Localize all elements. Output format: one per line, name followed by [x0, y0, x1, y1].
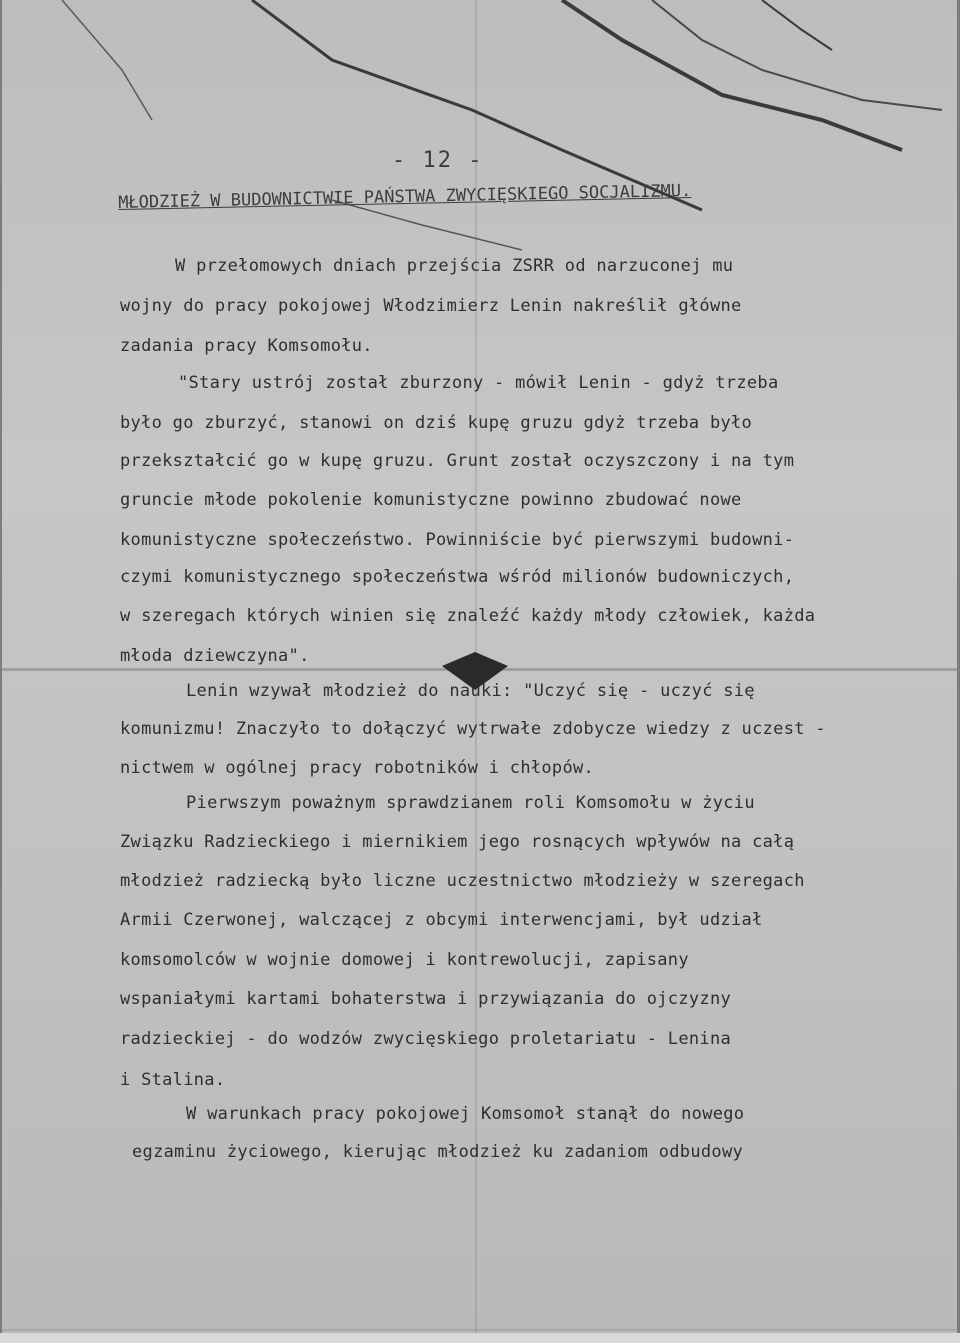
text-line: czymi komunistycznego społeczeństwa wśród milionów budowniczych, [120, 567, 795, 587]
text-line: "Stary ustrój został zburzony - mówił Lenin - gdyż trzeba [178, 373, 779, 393]
text-line: młodzież radziecką było liczne uczestnictwo młodzieży w szeregach [120, 871, 805, 891]
text-line: zadania pracy Komsomołu. [120, 336, 373, 356]
text-line: Lenin wzywał młodzież do nauki: "Uczyć się - uczyć się [186, 681, 755, 701]
text-line: i Stalina. [120, 1070, 226, 1090]
text-line: wojny do pracy pokojowej Włodzimierz Lenin nakreślił główne [120, 296, 742, 316]
text-line: przekształcić go w kupę gruzu. Grunt został oczyszczony i na tym [120, 451, 795, 471]
text-line: komunistyczne społeczeństwo. Powinniście być pierwszymi budowni- [120, 530, 795, 550]
text-line: komunizmu! Znaczyło to dołączyć wytrwałe zdobycze wiedzy z uczest - [120, 719, 826, 739]
text-line: komsomolców w wojnie domowej i kontrewolucji, zapisany [120, 950, 689, 970]
text-line: gruncie młode pokolenie komunistyczne powinno zbudować nowe [120, 490, 742, 510]
text-line: było go zburzyć, stanowi on dziś kupę gruzu gdyż trzeba było [120, 413, 753, 433]
text-line: Armii Czerwonej, walczącej z obcymi interwencjami, był udział [120, 910, 763, 930]
page-number: - 12 - [392, 148, 484, 173]
text-line: młoda dziewczyna". [120, 646, 310, 666]
text-line: egzaminu życiowego, kierując młodzież ku zadaniom odbudowy [132, 1142, 744, 1162]
text-line: wspaniałymi kartami bohaterstwa i przywiązania do ojczyzny [120, 989, 732, 1009]
text-line: W przełomowych dniach przejścia ZSRR od narzuconej mu [175, 256, 734, 276]
document-sheet [2, 0, 957, 1343]
text-line: nictwem w ogólnej pracy robotników i chłopów. [120, 758, 595, 778]
text-line: W warunkach pracy pokojowej Komsomoł stanął do nowego [186, 1104, 745, 1124]
scan-edge [0, 1333, 960, 1343]
text-line: Związku Radzieckiego i miernikiem jego rosnących wpływów na całą [120, 832, 795, 852]
text-line: radzieckiej - do wodzów zwycięskiego proletariatu - Lenina [120, 1029, 732, 1049]
document-title: MŁODZIEŻ W BUDOWNICTWIE PAŃSTWA ZWYCIĘSKIEGO SOCJALIZMU. [118, 180, 692, 213]
text-line: Pierwszym poważnym sprawdzianem roli Komsomołu w życiu [186, 793, 755, 813]
text-line: w szeregach których winien się znaleźć każdy młody człowiek, każda [120, 606, 816, 626]
